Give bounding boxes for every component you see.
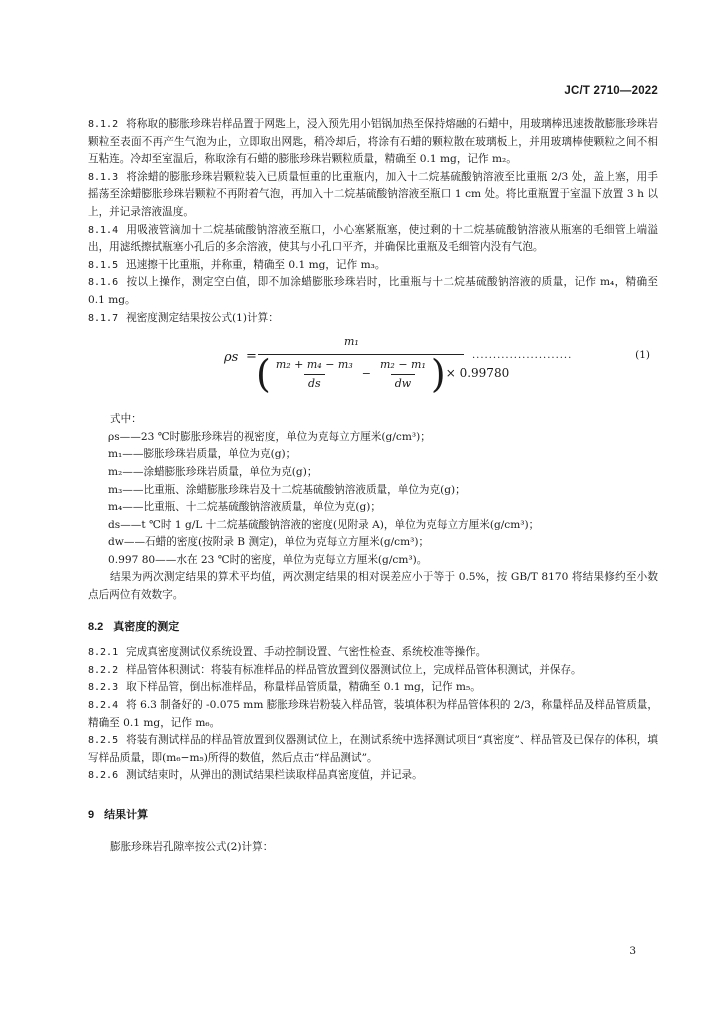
fraction-bottom: ds: [304, 374, 325, 393]
variable-list: [108, 429, 658, 570]
clause-text: 将称取的膨胀珍珠岩样品置于网匙上，浸入预先用小铝锅加热至保持熔融的石蜡中，用玻璃棒迅速拨散膨胀珍珠岩颗粒至表面不再产生气泡为止，立即取出网匙，稍冷却后，将涂有石蜡的颗粒散在玻璃板上，并用玻璃棒使颗粒之间不相互粘连。冷却至室温后，称取涂有石蜡的膨胀珍珠岩颗粒质量，精确至 0.1 mg，记作 m₂。: [88, 118, 658, 166]
paragraph-8-1-7: [88, 310, 658, 328]
paragraph-8-1-4: [88, 222, 658, 257]
clause-text: 取下样品管，倒出标准样品，称量样品管质量，精确至 0.1 mg，记作 m₅。: [126, 681, 481, 694]
page-number: 3: [629, 945, 636, 957]
clause-number: 8.2.6: [88, 770, 119, 782]
paragraph-8-1-5: [88, 257, 658, 275]
fraction-top: m₂ + m₄ − m₃: [275, 358, 353, 372]
section-title: 结果计算: [104, 809, 149, 821]
clause-number: 8.2.5: [88, 735, 119, 747]
section-heading-9: [88, 807, 658, 825]
variable-item: m₁——膨胀珍珠岩质量，单位为克(g)；: [108, 448, 297, 461]
formula-minus: −: [361, 367, 371, 381]
formula-lhs: ρs: [224, 350, 239, 366]
clause-text: 完成真密度测试仪系统设置、手动控制设置、气密性检查、系统校准等操作。: [126, 646, 487, 659]
section-title: 真密度的测定: [113, 620, 180, 633]
clause-number: 8.1.3: [88, 171, 119, 183]
standard-code: JC/T 2710—2022: [564, 85, 658, 97]
right-paren: ): [430, 352, 446, 397]
leader-dots: ........................: [472, 350, 573, 362]
clause-number: 8.1.7: [88, 312, 119, 324]
clause-number: 8.2.1: [88, 647, 119, 659]
clause-text: 测试结束时，从弹出的测试结果栏读取样品真密度值，并记录。: [126, 769, 423, 782]
paragraph-8-2-3: [88, 679, 658, 697]
clause-text: 按以上操作，测定空白值，即不加涂蜡膨胀珍珠岩时，比重瓶与十二烷基硫酸钠溶液的质量，记作 m₄，精确至 0.1 mg。: [88, 276, 658, 306]
clause-text: 用吸液管滴加十二烷基硫酸钠溶液至瓶口，小心塞紧瓶塞，使过剩的十二烷基硫酸钠溶液从瓶塞的毛细管上端溢出，用滤纸擦拭瓶塞小孔后的多余溶液，使其与小孔口平齐，并确保比重瓶及毛细管内没有气泡。: [88, 223, 658, 254]
section-heading-8-2: [88, 619, 658, 637]
clause-number: 8.2.2: [88, 664, 119, 676]
left-paren: (: [256, 352, 271, 397]
section-number: 9: [88, 809, 95, 821]
where-label: 式中：: [110, 413, 142, 426]
clause-text: 迅速擦干比重瓶，并称重，精确至 0.1 mg，记作 m₃。: [126, 258, 386, 271]
clause-text: 将装有测试样品的样品管放置到仪器测试位上，在测试系统中选择测试项目“真密度”、样品管及已保存的体积，填写样品质量，即(m₆−m₅)所得的数值，然后点击“样品测试”。: [88, 734, 658, 764]
variable-item: ρs——23 ℃时膨胀珍珠岩的视密度，单位为克每立方厘米(g/cm³)；: [108, 430, 431, 443]
clause-text: 将涂蜡的膨胀珍珠岩颗粒装入已质量恒重的比重瓶内，加入十二烷基硫酸钠溶液至比重瓶 2/3 处，盖上塞，用手摇荡至涂蜡膨胀珍珠岩颗粒不再附着气泡，再加入十二烷基硫酸钠溶液至瓶口 1 cm 处。将比重瓶置于室温下放置 3 h 以上，并记录溶液温度。: [88, 170, 658, 218]
formula-1: [88, 333, 658, 405]
variable-item: ds——t ℃时 1 g/L 十二烷基硫酸钠溶液的密度(见附录 A)，单位为克每立方厘米(g/cm³)；: [108, 518, 540, 531]
paragraph-8-1-2: [88, 116, 658, 169]
clause-number: 8.2.4: [88, 700, 119, 712]
clause-text: 将 6.3 制备好的 -0.075 mm 膨胀珍珠岩粉装入样品管，装填体积为样品管体积的 2/3，称量样品及样品管质量，精确至 0.1 mg，记作 m₆。: [88, 699, 658, 729]
clause-text: 视密度测定结果按公式(1)计算：: [126, 311, 279, 324]
formula-equals: =: [246, 349, 257, 365]
paragraph-8-2-5: [88, 732, 658, 767]
paragraph-8-2-4: [88, 697, 658, 732]
clause-number: 8.1.6: [88, 277, 119, 289]
fraction-top: m₂ − m₁: [380, 358, 426, 372]
result-note: 结果为两次测定结果的算术平均值，两次测定结果的相对误差应小于等于 0.5%，按 GB/T 8170 将结果修约至小数点后两位有效数字。: [88, 571, 658, 602]
fraction-bottom: dw: [391, 374, 415, 393]
variable-item: m₄——比重瓶、十二烷基硫酸钠溶液质量，单位为克(g)；: [108, 501, 381, 514]
variable-item: 0.997 80——水在 23 ℃时的密度，单位为克每立方厘米(g/cm³)。: [108, 553, 428, 566]
paragraph-8-1-6: [88, 274, 658, 309]
fraction-ds: [274, 356, 355, 392]
variable-item: m₂——涂蜡膨胀珍珠岩质量，单位为克(g)；: [108, 465, 318, 478]
formula-numerator: m₁: [344, 335, 359, 349]
paragraph-8-2-2: [88, 662, 658, 680]
clause-number: 8.1.5: [88, 259, 119, 271]
clause-number: 8.1.2: [88, 119, 119, 130]
paragraph-9: 膨胀珍珠岩孔隙率按公式(2)计算：: [110, 840, 274, 853]
document-body: [88, 116, 658, 856]
paragraph-8-2-6: [88, 767, 658, 785]
section-number: 8.2: [88, 620, 104, 633]
fraction-dw: [378, 356, 428, 392]
paragraph-8-2-1: [88, 644, 658, 662]
clause-text: 样品管体积测试：将装有标准样品的样品管放置到仪器测试位上，完成样品管体积测试，并保存。: [126, 663, 582, 676]
paragraph-8-1-3: [88, 169, 658, 222]
clause-number: 8.2.3: [88, 682, 119, 694]
formula-factor: × 0.99780: [445, 366, 510, 381]
clause-number: 8.1.4: [88, 224, 119, 236]
variable-item: dw——石蜡的密度(按附录 B 测定)，单位为克每立方厘米(g/cm³)；: [108, 536, 430, 549]
variable-item: m₃——比重瓶、涂蜡膨胀珍珠岩及十二烷基硫酸钠溶液质量，单位为克(g)；: [108, 483, 466, 496]
equation-number: (1): [635, 349, 650, 362]
